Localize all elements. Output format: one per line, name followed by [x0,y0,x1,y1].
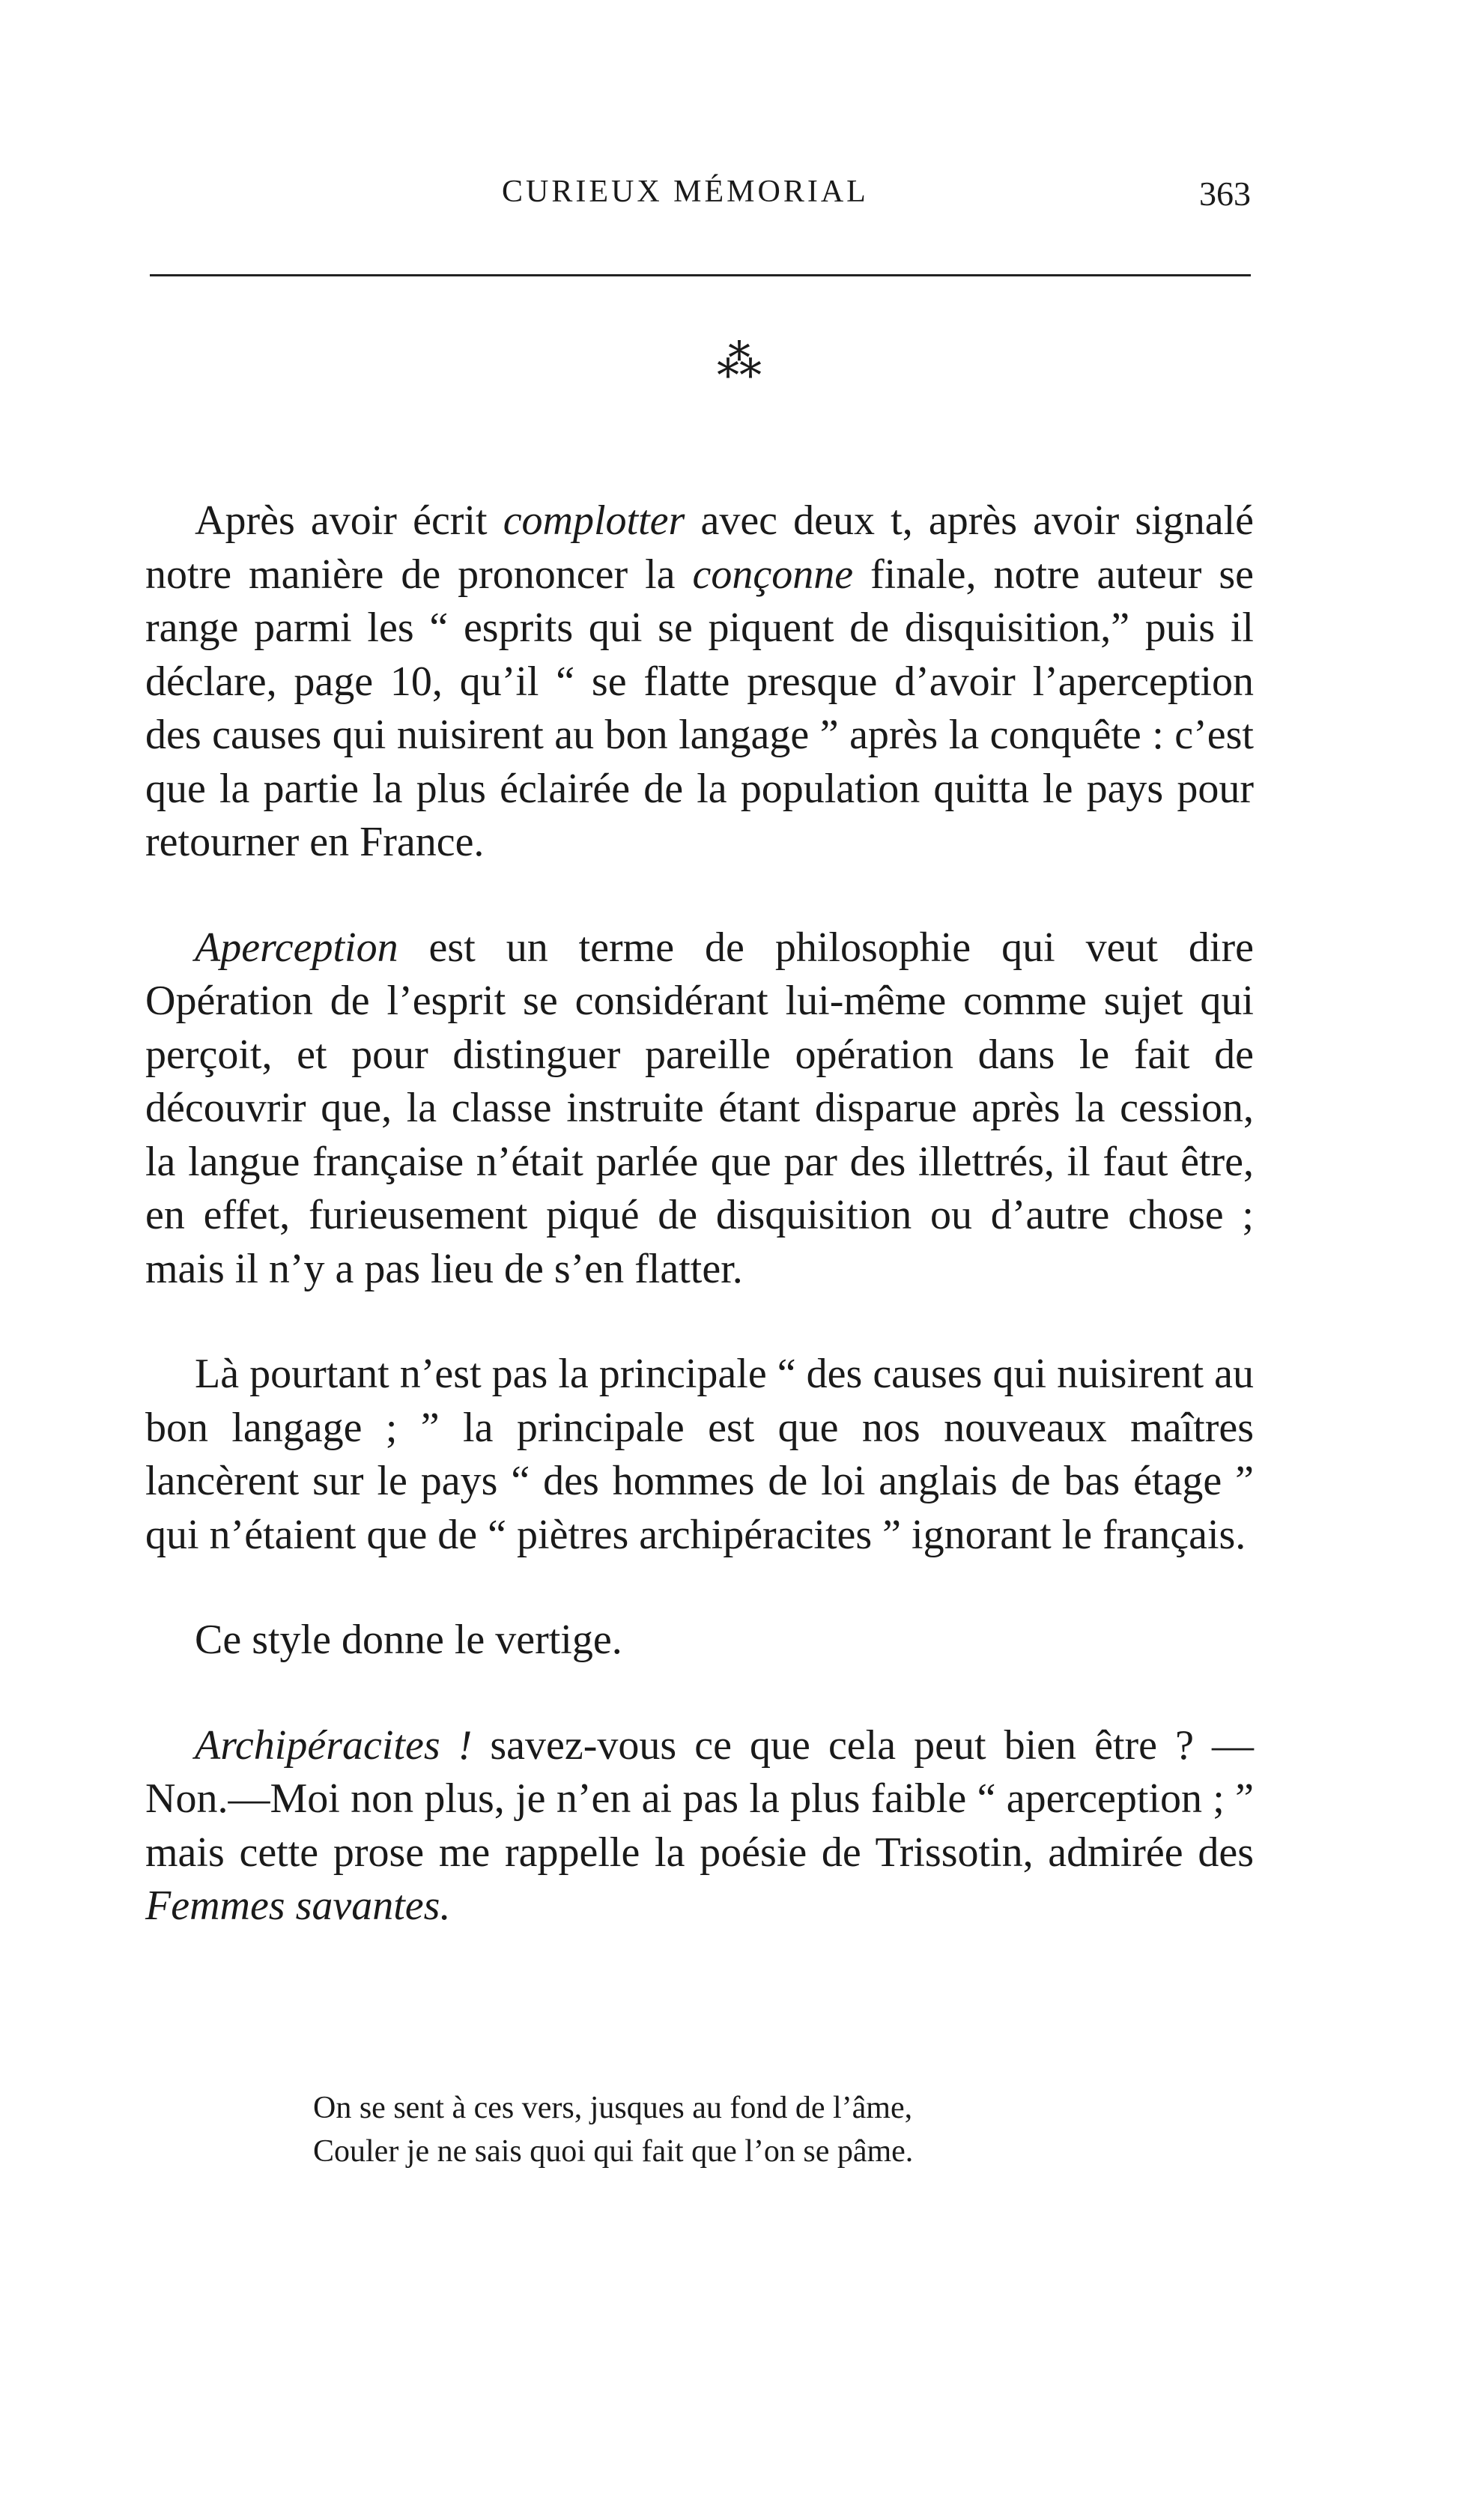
paragraph [145,1719,1254,1933]
body-text [145,494,1254,1933]
text-segment: Là pourtant n’est pas la principale “ des causes qui nuisirent au bon langage ; ” la principale est que nos nouveaux maîtres lancèrent sur le pays “ des hommes de loi anglais de bas étage ” qui n’étaient que de “ piètres archipéracites ” ignorant le français. [145,1351,1254,1558]
text-segment: est un terme de philosophie qui veut dire Opération de l’esprit se considérant lui-même comme sujet qui perçoit, et pour distinguer pareille opération dans le fait de découvrir que, la classe instruite étant disparue après la cession, la langue française n’était parlée que par des illettrés, il faut être, en effet, furieusement piqué de disquisition ou d’autre chose ; mais il n’y a pas lieu de s’en flatter. [145,924,1254,1292]
text-segment: finale, notre auteur se range parmi les “ esprits qui se piquent de disquisition,” puis il déclare, page 10, qu’il “ se flatte presque d’avoir l’aperception des causes qui nuisirent au bon langage ” après la conquête : c’est que la partie la plus éclairée de la population quitta le pays pour retourner en France. [145,551,1255,865]
text-segment: avec deux t, après avoir signalé notre manière de prononcer la [145,497,1254,598]
verse-quotation [313,2086,913,2173]
header-rule [150,274,1251,276]
italic-text: Aperception [195,924,398,971]
paragraph [145,494,1254,870]
text-segment: Ce style donne le vertige. [195,1617,622,1663]
italic-text: Femmes savantes. [145,1883,451,1929]
italic-text: complotter [503,497,685,544]
italic-text: Archipéracites ! [195,1721,473,1769]
paragraph [145,1614,1254,1668]
text-segment: Après avoir écrit [195,497,503,544]
running-title: CURIEUX MÉMORIAL [502,175,869,209]
paragraph [145,921,1254,1297]
page-number: 363 [1199,175,1251,213]
paragraph [145,1348,1254,1562]
running-head [150,174,1251,234]
italic-text: conçonne [692,551,854,598]
verse-line: Couler je ne sais quoi qui fait que l’on se pâme. [313,2134,914,2169]
asterism-ornament: ⁂ [717,336,757,388]
verse-line: On se sent à ces vers, jusques au fond de l’âme, [313,2091,913,2125]
text-segment: savez-vous ce que cela peut bien être ? —Non.—Moi non plus, je n’en ai pas la plus faible “ aperception ; ” mais cette prose me rappelle la poésie de Trissotin, admirée des [145,1721,1254,1876]
